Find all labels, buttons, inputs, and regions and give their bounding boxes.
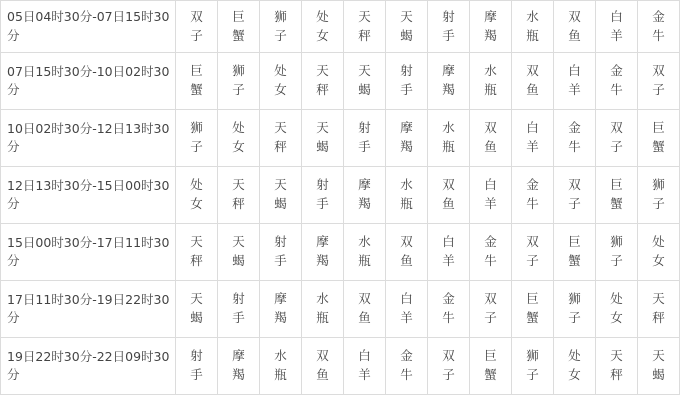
zodiac-sign-char: 双: [442, 348, 455, 364]
zodiac-sign-char: 摩: [358, 177, 371, 193]
zodiac-sign-char: 羯: [316, 253, 329, 268]
zodiac-sign-char: 子: [610, 139, 623, 154]
zodiac-sign-cell: [386, 53, 428, 110]
zodiac-sign-cell: [638, 281, 680, 338]
zodiac-sign-cell: [344, 338, 386, 395]
zodiac-sign-char: 鱼: [316, 367, 329, 382]
zodiac-sign-char: 鱼: [442, 196, 455, 211]
zodiac-sign-char: 水: [358, 234, 371, 250]
zodiac-sign-cell: [218, 281, 260, 338]
zodiac-sign-char: 天: [190, 291, 203, 307]
zodiac-sign-cell: [470, 1, 512, 53]
zodiac-sign-char: 蝎: [652, 367, 665, 382]
zodiac-sign-cell: [260, 281, 302, 338]
zodiac-sign-char: 狮: [652, 177, 665, 193]
zodiac-sign-char: 射: [400, 63, 413, 79]
zodiac-sign-char: 处: [316, 8, 329, 24]
zodiac-sign-char: 瓶: [484, 82, 497, 97]
zodiac-sign-char: 鱼: [358, 310, 371, 325]
table-row: [1, 281, 680, 338]
zodiac-sign-char: 天: [400, 8, 413, 24]
zodiac-sign-cell: [344, 281, 386, 338]
zodiac-sign-cell: [554, 1, 596, 53]
zodiac-sign-char: 水: [400, 177, 413, 193]
zodiac-sign-char: 水: [442, 120, 455, 136]
zodiac-sign-cell: [512, 224, 554, 281]
zodiac-sign-char: 天: [316, 63, 329, 79]
zodiac-sign-cell: [512, 110, 554, 167]
zodiac-sign-cell: [386, 1, 428, 53]
zodiac-sign-cell: [386, 224, 428, 281]
zodiac-sign-char: 摩: [484, 8, 497, 24]
zodiac-sign-char: 狮: [610, 234, 623, 250]
zodiac-sign-char: 双: [652, 63, 665, 79]
zodiac-sign-char: 双: [190, 8, 203, 24]
zodiac-sign-cell: [302, 224, 344, 281]
zodiac-sign-char: 处: [610, 291, 623, 307]
zodiac-sign-char: 手: [358, 139, 371, 154]
zodiac-sign-char: 蟹: [232, 27, 245, 43]
zodiac-sign-cell: [260, 53, 302, 110]
zodiac-sign-char: 射: [442, 8, 455, 24]
zodiac-sign-cell: [596, 224, 638, 281]
zodiac-sign-cell: [176, 224, 218, 281]
zodiac-sign-char: 子: [274, 27, 287, 43]
zodiac-sign-char: 蝎: [358, 82, 371, 97]
zodiac-sign-char: 摩: [274, 291, 287, 307]
zodiac-sign-char: 子: [526, 367, 539, 382]
zodiac-sign-char: 巨: [610, 177, 623, 193]
zodiac-sign-char: 子: [232, 82, 245, 97]
zodiac-sign-char: 天: [652, 291, 665, 307]
zodiac-sign-cell: [176, 1, 218, 53]
time-range-cell: 07日15时30分-10日02时30分: [1, 53, 176, 110]
zodiac-sign-char: 金: [610, 63, 623, 79]
zodiac-sign-char: 手: [442, 27, 455, 43]
zodiac-sign-char: 狮: [274, 8, 287, 24]
zodiac-sign-char: 蝎: [400, 27, 413, 43]
zodiac-sign-char: 蟹: [568, 253, 581, 268]
zodiac-sign-char: 瓶: [442, 139, 455, 154]
zodiac-sign-char: 子: [610, 253, 623, 268]
zodiac-sign-cell: [470, 167, 512, 224]
zodiac-sign-char: 处: [568, 348, 581, 364]
zodiac-sign-cell: [428, 338, 470, 395]
zodiac-sign-char: 蝎: [190, 310, 203, 325]
zodiac-sign-char: 摩: [316, 234, 329, 250]
zodiac-sign-char: 羊: [442, 253, 455, 268]
zodiac-sign-char: 瓶: [316, 310, 329, 325]
zodiac-sign-cell: [302, 281, 344, 338]
zodiac-sign-char: 女: [610, 310, 623, 325]
zodiac-sign-char: 秤: [610, 367, 623, 382]
zodiac-sign-cell: [428, 53, 470, 110]
zodiac-sign-char: 摩: [442, 63, 455, 79]
zodiac-sign-char: 双: [568, 177, 581, 193]
zodiac-sign-char: 天: [316, 120, 329, 136]
zodiac-sign-char: 牛: [568, 139, 581, 154]
zodiac-sign-char: 摩: [232, 348, 245, 364]
zodiac-sign-char: 巨: [652, 120, 665, 136]
zodiac-sign-cell: [428, 281, 470, 338]
zodiac-sign-char: 蟹: [652, 139, 665, 154]
zodiac-sign-char: 羯: [442, 82, 455, 97]
zodiac-sign-cell: [554, 338, 596, 395]
zodiac-sign-char: 羯: [274, 310, 287, 325]
zodiac-sign-cell: [596, 281, 638, 338]
zodiac-sign-char: 牛: [610, 82, 623, 97]
zodiac-sign-cell: [260, 224, 302, 281]
zodiac-sign-cell: [386, 110, 428, 167]
table-row: [1, 110, 680, 167]
zodiac-sign-char: 蟹: [190, 82, 203, 97]
zodiac-sign-char: 手: [400, 82, 413, 97]
zodiac-sign-char: 羊: [484, 196, 497, 211]
zodiac-sign-char: 鱼: [484, 139, 497, 154]
zodiac-sign-char: 天: [358, 63, 371, 79]
zodiac-sign-char: 瓶: [400, 196, 413, 211]
zodiac-sign-cell: [428, 167, 470, 224]
zodiac-sign-char: 羊: [400, 310, 413, 325]
zodiac-sign-cell: [512, 281, 554, 338]
zodiac-sign-cell: [176, 167, 218, 224]
zodiac-sign-char: 子: [190, 139, 203, 154]
zodiac-sign-cell: [344, 1, 386, 53]
zodiac-sign-char: 子: [442, 367, 455, 382]
zodiac-sign-cell: [638, 167, 680, 224]
zodiac-sign-char: 射: [358, 120, 371, 136]
zodiac-sign-cell: [386, 338, 428, 395]
zodiac-sign-char: 狮: [568, 291, 581, 307]
zodiac-sign-char: 处: [652, 234, 665, 250]
zodiac-sign-char: 巨: [232, 8, 245, 24]
zodiac-sign-char: 双: [568, 8, 581, 24]
zodiac-sign-char: 秤: [232, 196, 245, 211]
zodiac-sign-char: 秤: [190, 253, 203, 268]
zodiac-sign-char: 双: [484, 120, 497, 136]
zodiac-sign-char: 子: [652, 196, 665, 211]
zodiac-sign-char: 狮: [232, 63, 245, 79]
table-row: [1, 53, 680, 110]
zodiac-sign-char: 天: [274, 177, 287, 193]
zodiac-sign-char: 天: [358, 8, 371, 24]
zodiac-sign-char: 子: [190, 27, 203, 43]
zodiac-sign-cell: [344, 167, 386, 224]
zodiac-sign-char: 女: [316, 27, 329, 43]
table-row: [1, 224, 680, 281]
zodiac-sign-cell: [428, 224, 470, 281]
time-range-cell: 19日22时30分-22日09时30分: [1, 338, 176, 395]
zodiac-sign-char: 秤: [358, 27, 371, 43]
zodiac-sign-cell: [512, 53, 554, 110]
zodiac-sign-char: 双: [442, 177, 455, 193]
zodiac-sign-char: 秤: [316, 82, 329, 97]
zodiac-sign-char: 羊: [568, 82, 581, 97]
zodiac-sign-char: 女: [274, 82, 287, 97]
zodiac-sign-char: 蟹: [484, 367, 497, 382]
zodiac-sign-char: 巨: [190, 63, 203, 79]
zodiac-sign-char: 羯: [358, 196, 371, 211]
zodiac-sign-cell: [302, 110, 344, 167]
zodiac-sign-cell: [218, 224, 260, 281]
zodiac-sign-char: 子: [526, 253, 539, 268]
zodiac-sign-char: 处: [190, 177, 203, 193]
zodiac-sign-char: 女: [652, 253, 665, 268]
zodiac-sign-cell: [596, 167, 638, 224]
zodiac-sign-char: 双: [484, 291, 497, 307]
zodiac-sign-char: 女: [190, 196, 203, 211]
zodiac-sign-char: 天: [232, 177, 245, 193]
zodiac-sign-char: 处: [232, 120, 245, 136]
zodiac-sign-char: 巨: [526, 291, 539, 307]
time-range-cell: 17日11时30分-19日22时30分: [1, 281, 176, 338]
zodiac-sign-cell: [428, 1, 470, 53]
zodiac-sign-cell: [218, 53, 260, 110]
table-row: [1, 1, 680, 53]
time-range-cell: 15日00时30分-17日11时30分: [1, 224, 176, 281]
zodiac-sign-char: 女: [568, 367, 581, 382]
zodiac-sign-char: 水: [274, 348, 287, 364]
zodiac-sign-cell: [302, 1, 344, 53]
zodiac-sign-cell: [512, 1, 554, 53]
zodiac-sign-cell: [260, 110, 302, 167]
zodiac-sign-cell: [470, 281, 512, 338]
zodiac-sign-cell: [176, 110, 218, 167]
zodiac-sign-char: 巨: [568, 234, 581, 250]
zodiac-sign-cell: [176, 53, 218, 110]
zodiac-sign-cell: [302, 338, 344, 395]
zodiac-sign-char: 水: [484, 63, 497, 79]
zodiac-sign-char: 鱼: [400, 253, 413, 268]
zodiac-sign-cell: [512, 167, 554, 224]
zodiac-sign-char: 巨: [484, 348, 497, 364]
zodiac-sign-cell: [218, 110, 260, 167]
zodiac-sign-char: 双: [526, 234, 539, 250]
zodiac-sign-char: 处: [274, 63, 287, 79]
zodiac-sign-char: 射: [232, 291, 245, 307]
zodiac-sign-char: 天: [232, 234, 245, 250]
zodiac-sign-cell: [302, 53, 344, 110]
zodiac-sign-cell: [344, 110, 386, 167]
zodiac-sign-char: 金: [484, 234, 497, 250]
zodiac-sign-char: 鱼: [526, 82, 539, 97]
zodiac-sign-char: 金: [442, 291, 455, 307]
zodiac-sign-cell: [638, 338, 680, 395]
zodiac-sign-cell: [470, 110, 512, 167]
table-row: [1, 167, 680, 224]
zodiac-sign-char: 牛: [442, 310, 455, 325]
zodiac-sign-char: 水: [316, 291, 329, 307]
zodiac-sign-char: 羯: [232, 367, 245, 382]
zodiac-sign-cell: [512, 338, 554, 395]
zodiac-sign-char: 羊: [358, 367, 371, 382]
zodiac-sign-cell: [344, 53, 386, 110]
zodiac-sign-char: 蝎: [274, 196, 287, 211]
zodiac-sign-char: 双: [400, 234, 413, 250]
zodiac-sign-char: 蟹: [610, 196, 623, 211]
zodiac-sign-char: 秤: [652, 310, 665, 325]
time-range-cell: 05日04时30分-07日15时30分: [1, 1, 176, 53]
zodiac-sign-char: 白: [358, 348, 371, 364]
zodiac-sign-char: 狮: [190, 120, 203, 136]
zodiac-sign-cell: [218, 1, 260, 53]
time-range-cell: 10日02时30分-12日13时30分: [1, 110, 176, 167]
zodiac-sign-cell: [344, 224, 386, 281]
zodiac-sign-char: 射: [274, 234, 287, 250]
zodiac-sign-char: 天: [190, 234, 203, 250]
zodiac-sign-char: 白: [400, 291, 413, 307]
zodiac-sign-char: 羊: [526, 139, 539, 154]
zodiac-sign-char: 双: [526, 63, 539, 79]
zodiac-sign-char: 白: [610, 8, 623, 24]
zodiac-sign-cell: [428, 110, 470, 167]
zodiac-sign-cell: [470, 53, 512, 110]
zodiac-sign-char: 金: [526, 177, 539, 193]
zodiac-sign-cell: [176, 281, 218, 338]
table-body: [1, 1, 680, 395]
zodiac-sign-char: 手: [190, 367, 203, 382]
zodiac-sign-char: 狮: [526, 348, 539, 364]
zodiac-sign-char: 牛: [400, 367, 413, 382]
zodiac-sign-char: 羯: [484, 27, 497, 43]
zodiac-sign-cell: [596, 110, 638, 167]
zodiac-sign-cell: [176, 338, 218, 395]
zodiac-sign-char: 子: [484, 310, 497, 325]
zodiac-sign-cell: [470, 338, 512, 395]
zodiac-sign-cell: [218, 338, 260, 395]
zodiac-sign-cell: [260, 167, 302, 224]
zodiac-sign-cell: [638, 224, 680, 281]
zodiac-sign-cell: [302, 167, 344, 224]
zodiac-sign-char: 双: [358, 291, 371, 307]
zodiac-sign-char: 双: [316, 348, 329, 364]
zodiac-sign-char: 女: [232, 139, 245, 154]
zodiac-sign-char: 白: [526, 120, 539, 136]
zodiac-sign-char: 蟹: [526, 310, 539, 325]
zodiac-sign-char: 牛: [484, 253, 497, 268]
zodiac-sign-cell: [386, 281, 428, 338]
zodiac-sign-char: 瓶: [358, 253, 371, 268]
zodiac-sign-char: 牛: [652, 27, 665, 43]
zodiac-sign-cell: [470, 224, 512, 281]
zodiac-sign-cell: [596, 1, 638, 53]
zodiac-sign-char: 子: [568, 310, 581, 325]
zodiac-sign-cell: [260, 338, 302, 395]
zodiac-sign-cell: [386, 167, 428, 224]
zodiac-sign-char: 金: [652, 8, 665, 24]
zodiac-sign-char: 牛: [526, 196, 539, 211]
zodiac-sign-char: 子: [568, 196, 581, 211]
zodiac-sign-char: 摩: [400, 120, 413, 136]
zodiac-sign-cell: [596, 338, 638, 395]
zodiac-sign-char: 白: [484, 177, 497, 193]
zodiac-sign-char: 白: [568, 63, 581, 79]
time-range-cell: 12日13时30分-15日00时30分: [1, 167, 176, 224]
zodiac-sign-char: 金: [400, 348, 413, 364]
table-row: [1, 338, 680, 395]
zodiac-sign-char: 手: [232, 310, 245, 325]
zodiac-sign-char: 手: [316, 196, 329, 211]
zodiac-sign-cell: [554, 224, 596, 281]
zodiac-sign-char: 双: [610, 120, 623, 136]
zodiac-sign-cell: [638, 1, 680, 53]
zodiac-sign-char: 天: [274, 120, 287, 136]
zodiac-sign-char: 羊: [610, 27, 623, 43]
zodiac-sign-cell: [638, 53, 680, 110]
zodiac-sign-cell: [596, 53, 638, 110]
zodiac-sign-char: 射: [316, 177, 329, 193]
zodiac-sign-char: 射: [190, 348, 203, 364]
zodiac-sign-cell: [260, 1, 302, 53]
zodiac-sign-cell: [554, 110, 596, 167]
zodiac-sign-char: 手: [274, 253, 287, 268]
zodiac-sign-char: 羯: [400, 139, 413, 154]
zodiac-sign-char: 白: [442, 234, 455, 250]
zodiac-sign-char: 天: [652, 348, 665, 364]
zodiac-sign-char: 瓶: [274, 367, 287, 382]
zodiac-sign-cell: [638, 110, 680, 167]
zodiac-sign-cell: [554, 281, 596, 338]
zodiac-sign-cell: [554, 167, 596, 224]
zodiac-sign-cell: [554, 53, 596, 110]
zodiac-sign-cell: [218, 167, 260, 224]
zodiac-sign-char: 金: [568, 120, 581, 136]
zodiac-sign-char: 水: [526, 8, 539, 24]
zodiac-sign-char: 子: [652, 82, 665, 97]
zodiac-sign-char: 秤: [274, 139, 287, 154]
zodiac-sign-char: 鱼: [568, 27, 581, 43]
zodiac-sign-char: 天: [610, 348, 623, 364]
zodiac-sign-char: 蝎: [232, 253, 245, 268]
zodiac-sign-char: 瓶: [526, 27, 539, 43]
zodiac-sign-char: 蝎: [316, 139, 329, 154]
